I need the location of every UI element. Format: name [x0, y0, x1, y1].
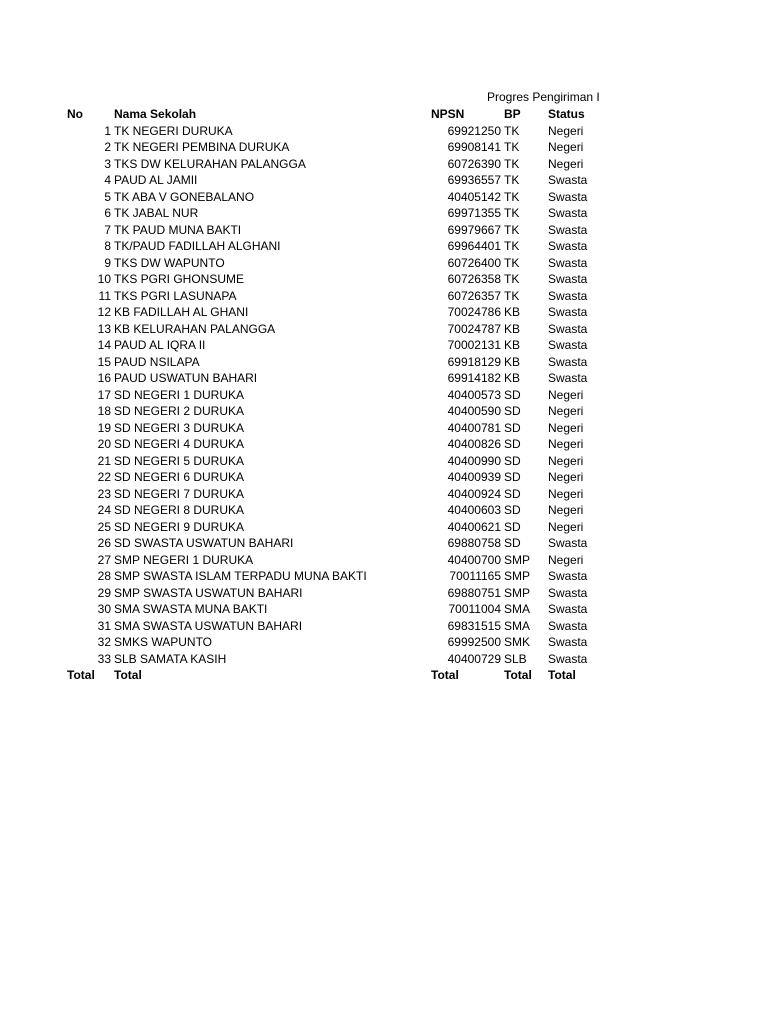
row-bp: KB — [504, 321, 521, 336]
row-name: PAUD AL JAMII — [114, 173, 198, 187]
row-name: SD NEGERI 3 DURUKA — [114, 420, 245, 435]
row-npsn: 40400826 — [447, 437, 501, 451]
row-name: TKS PGRI LASUNAPA — [114, 288, 237, 303]
row-bp: SD — [504, 453, 521, 468]
row-no: 16 — [97, 371, 111, 385]
row-no: 21 — [97, 453, 111, 468]
row-name: TK/PAUD FADILLAH ALGHANI — [114, 239, 281, 253]
row-no: 25 — [97, 519, 111, 534]
row-no: 1 — [104, 123, 111, 138]
row-name: SD NEGERI 1 DURUKA — [114, 387, 245, 402]
row-status: Negeri — [548, 404, 584, 418]
row-name: SMP SWASTA ISLAM TERPADU MUNA BAKTI — [114, 569, 367, 583]
row-bp: SD — [504, 470, 521, 484]
row-status: Negeri — [548, 503, 584, 517]
row-bp: SD — [504, 420, 521, 435]
row-no: 2 — [104, 140, 111, 154]
row-bp: TK — [504, 156, 520, 171]
row-name: SD NEGERI 2 DURUKA — [114, 404, 245, 418]
row-no: 24 — [97, 503, 111, 517]
row-bp: SMK — [504, 635, 531, 649]
row-npsn: 70011165 — [449, 569, 501, 583]
row-name: PAUD AL IQRA II — [114, 338, 206, 352]
row-no: 15 — [97, 354, 111, 369]
row-npsn: 69918129 — [447, 354, 501, 369]
row-npsn: 40405142 — [447, 189, 501, 204]
row-name: SLB SAMATA KASIH — [114, 651, 227, 666]
total-npsn: Total — [431, 668, 459, 682]
row-status: Negeri — [548, 156, 584, 171]
row-status: Negeri — [548, 519, 584, 534]
row-bp: TK — [504, 123, 520, 138]
header-npsn: NPSN — [431, 107, 465, 121]
row-bp: KB — [504, 338, 521, 352]
row-no: 20 — [97, 437, 111, 451]
row-name: SD NEGERI 5 DURUKA — [114, 453, 245, 468]
row-bp: TK — [504, 206, 520, 220]
row-status: Swasta — [548, 602, 588, 616]
row-no: 7 — [104, 222, 111, 237]
row-status: Swasta — [548, 222, 588, 237]
row-npsn: 40400990 — [447, 453, 501, 468]
row-name: TKS DW KELURAHAN PALANGGA — [114, 156, 306, 171]
row-npsn: 40400924 — [447, 486, 501, 501]
row-name: SD NEGERI 4 DURUKA — [114, 437, 245, 451]
row-npsn: 40400729 — [447, 651, 501, 666]
row-status: Negeri — [548, 552, 584, 567]
row-no: 13 — [97, 321, 111, 336]
row-npsn: 69831515 — [447, 618, 501, 633]
row-bp: TK — [504, 189, 520, 204]
row-no: 19 — [97, 420, 111, 435]
row-name: TKS DW WAPUNTO — [114, 255, 225, 270]
row-no: 3 — [104, 156, 111, 171]
row-name: KB KELURAHAN PALANGGA — [114, 321, 276, 336]
row-bp: TK — [504, 272, 520, 286]
row-no: 10 — [97, 272, 111, 286]
row-npsn: 40400590 — [447, 404, 501, 418]
row-bp: SMA — [504, 602, 531, 616]
row-status: Swasta — [548, 173, 588, 187]
header-status: Status — [548, 107, 585, 121]
row-status: Swasta — [548, 651, 588, 666]
row-bp: SD — [504, 536, 521, 550]
row-name: SMP NEGERI 1 DURUKA — [114, 552, 254, 567]
row-status: Swasta — [548, 321, 588, 336]
row-bp: SD — [504, 404, 521, 418]
row-status: Negeri — [548, 123, 584, 138]
row-npsn: 60726358 — [447, 272, 501, 286]
row-bp: SLB — [504, 651, 527, 666]
row-npsn: 69971355 — [447, 206, 501, 220]
row-status: Negeri — [548, 420, 584, 435]
row-status: Swasta — [548, 569, 588, 583]
header-bp: BP — [504, 107, 521, 121]
row-npsn: 40400603 — [447, 503, 501, 517]
row-status: Swasta — [548, 635, 588, 649]
row-bp: SD — [504, 437, 521, 451]
row-status: Negeri — [548, 486, 584, 501]
row-no: 32 — [97, 635, 111, 649]
row-npsn: 69979667 — [447, 222, 501, 237]
row-status: Swasta — [548, 206, 588, 220]
total-no: Total — [67, 668, 95, 682]
row-no: 27 — [97, 552, 111, 567]
row-status: Negeri — [548, 387, 584, 402]
row-status: Swasta — [548, 305, 588, 319]
row-bp: KB — [504, 354, 521, 369]
row-no: 18 — [97, 404, 111, 418]
row-npsn: 69880751 — [447, 585, 501, 600]
header-no: No — [67, 107, 83, 121]
row-name: SD NEGERI 8 DURUKA — [114, 503, 245, 517]
row-npsn: 60726390 — [447, 156, 501, 171]
row-status: Negeri — [548, 453, 584, 468]
row-bp: TK — [504, 239, 520, 253]
row-bp: KB — [504, 371, 521, 385]
row-name: TK NEGERI PEMBINA DURUKA — [114, 140, 290, 154]
row-status: Swasta — [548, 536, 588, 550]
row-bp: TK — [504, 288, 520, 303]
row-npsn: 69936557 — [447, 173, 501, 187]
row-bp: SD — [504, 503, 521, 517]
sheet-title: Progres Pengiriman I — [487, 90, 600, 104]
row-npsn: 70024786 — [447, 305, 501, 319]
row-no: 31 — [97, 618, 111, 633]
row-npsn: 60726357 — [447, 288, 501, 303]
row-status: Negeri — [548, 140, 584, 154]
row-name: PAUD USWATUN BAHARI — [114, 371, 258, 385]
row-npsn: 60726400 — [447, 255, 501, 270]
row-npsn: 69880758 — [447, 536, 501, 550]
total-bp: Total — [504, 668, 532, 682]
row-npsn: 70002131 — [447, 338, 501, 352]
row-bp: TK — [504, 255, 520, 270]
row-name: TK JABAL NUR — [114, 206, 199, 220]
row-npsn: 69964401 — [447, 239, 501, 253]
row-no: 17 — [97, 387, 111, 402]
row-no: 12 — [97, 305, 111, 319]
row-no: 4 — [104, 173, 111, 187]
row-status: Swasta — [548, 272, 588, 286]
row-status: Swasta — [548, 255, 588, 270]
row-npsn: 40400573 — [447, 387, 501, 402]
row-bp: SD — [504, 519, 521, 534]
row-bp: KB — [504, 305, 521, 319]
row-no: 29 — [97, 585, 111, 600]
row-name: SD NEGERI 6 DURUKA — [114, 470, 245, 484]
row-bp: SMP — [504, 585, 531, 600]
row-npsn: 70011004 — [448, 602, 501, 616]
row-bp: TK — [504, 140, 520, 154]
row-no: 33 — [97, 651, 111, 666]
row-status: Swasta — [548, 189, 588, 204]
row-no: 8 — [104, 239, 111, 253]
row-no: 9 — [104, 255, 111, 270]
total-name: Total — [114, 668, 142, 682]
row-status: Negeri — [548, 470, 584, 484]
row-name: TK ABA V GONEBALANO — [114, 189, 255, 204]
row-npsn: 40400939 — [447, 470, 501, 484]
row-npsn: 40400700 — [447, 552, 501, 567]
row-status: Swasta — [548, 585, 588, 600]
row-name: PAUD NSILAPA — [114, 354, 200, 369]
row-name: SMA SWASTA MUNA BAKTI — [114, 602, 268, 616]
row-status: Swasta — [548, 239, 588, 253]
row-status: Negeri — [548, 437, 584, 451]
row-status: Swasta — [548, 288, 588, 303]
row-no: 11 — [98, 288, 111, 303]
row-no: 6 — [104, 206, 111, 220]
row-npsn: 70024787 — [447, 321, 501, 336]
row-bp: SMA — [504, 618, 531, 633]
row-npsn: 69908141 — [447, 140, 501, 154]
row-bp: SD — [504, 486, 521, 501]
row-name: TKS PGRI GHONSUME — [114, 272, 245, 286]
row-npsn: 69914182 — [447, 371, 501, 385]
row-name: SD NEGERI 9 DURUKA — [114, 519, 245, 534]
row-name: SD NEGERI 7 DURUKA — [114, 486, 245, 501]
row-no: 26 — [97, 536, 111, 550]
row-name: SMP SWASTA USWATUN BAHARI — [114, 585, 303, 600]
row-npsn: 69921250 — [447, 123, 501, 138]
row-bp: SD — [504, 387, 521, 402]
row-bp: SMP — [504, 552, 531, 567]
row-name: KB FADILLAH AL GHANI — [114, 305, 249, 319]
header-name: Nama Sekolah — [114, 107, 197, 121]
row-no: 22 — [97, 470, 111, 484]
row-no: 30 — [97, 602, 111, 616]
total-status: Total — [548, 668, 576, 682]
row-no: 5 — [104, 189, 111, 204]
row-no: 14 — [97, 338, 111, 352]
row-no: 23 — [97, 486, 111, 501]
row-status: Swasta — [548, 354, 588, 369]
row-bp: TK — [504, 222, 520, 237]
row-name: TK PAUD MUNA BAKTI — [114, 222, 242, 237]
row-bp: TK — [504, 173, 520, 187]
row-bp: SMP — [504, 569, 531, 583]
row-no: 28 — [97, 569, 111, 583]
row-npsn: 40400621 — [447, 519, 501, 534]
row-status: Swasta — [548, 338, 588, 352]
row-name: SMA SWASTA USWATUN BAHARI — [114, 618, 303, 633]
row-status: Swasta — [548, 371, 588, 385]
row-npsn: 69992500 — [447, 635, 501, 649]
row-name: TK NEGERI DURUKA — [114, 123, 233, 138]
row-name: SD SWASTA USWATUN BAHARI — [114, 536, 294, 550]
row-name: SMKS WAPUNTO — [114, 635, 213, 649]
row-npsn: 40400781 — [447, 420, 501, 435]
row-status: Swasta — [548, 618, 588, 633]
